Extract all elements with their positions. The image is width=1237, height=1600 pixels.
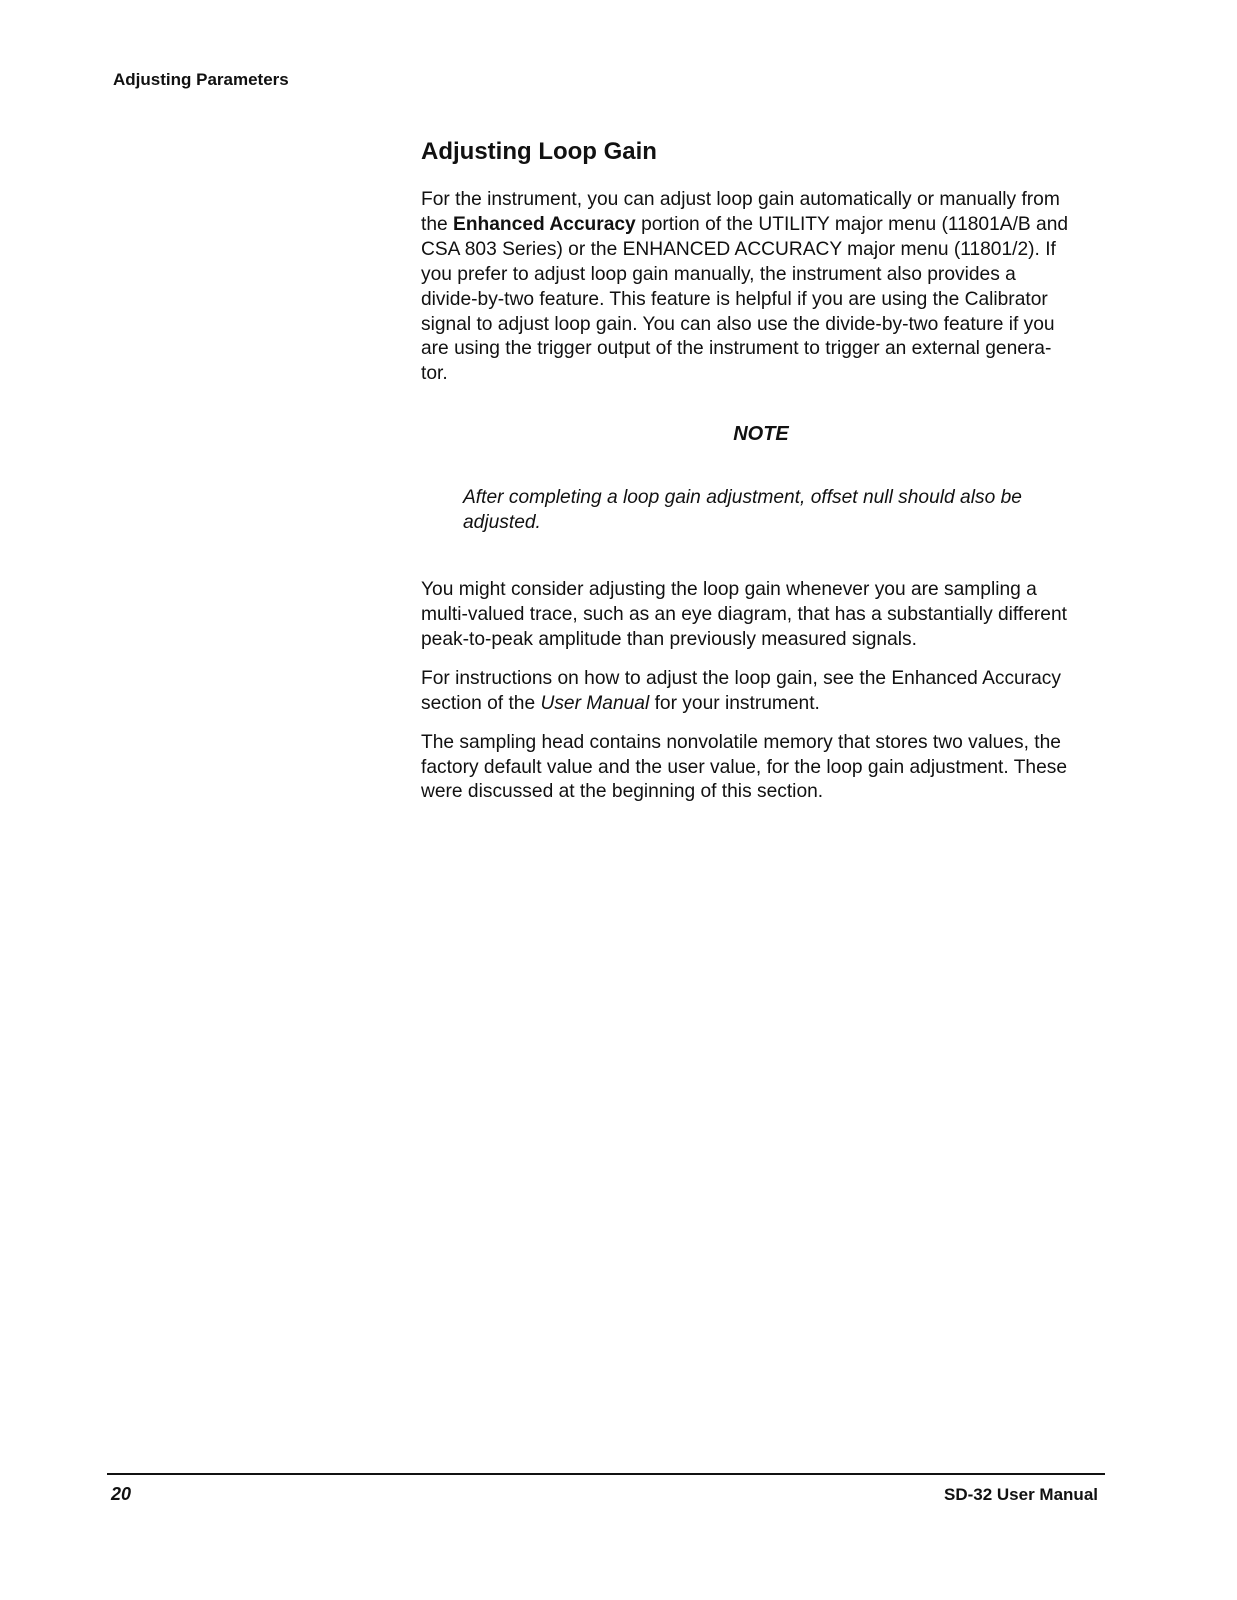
text-run: the [421,213,454,235]
user-manual-reference: User Manual [540,692,650,714]
running-header: Adjusting Parameters [113,70,289,89]
text-run: for your instrument. [649,692,820,714]
text-run: section of the [421,692,541,714]
loop-gain-paragraph [421,578,1101,653]
note-body [463,486,1101,536]
text-line: divide-by-two feature. This feature is helpful if you are using the Calibrator [421,288,1048,310]
text-line: adjusted. [463,512,541,534]
text-line: were discussed at the beginning of this section. [421,781,824,803]
memory-paragraph [421,731,1101,806]
instructions-paragraph [421,667,1101,717]
intro-paragraph [421,188,1101,387]
text-line: For the instrument, you can adjust loop gain automatically or manually from [421,189,1060,210]
paragraph-spacer [421,653,1101,667]
text-line [421,213,1101,238]
text-line: factory default value and the user value, for the loop gain adjustment. These [421,756,1068,778]
text-line: You might consider adjusting the loop gain whenever you are sampling a [421,579,1037,601]
text-line [421,692,1101,717]
text-line: you prefer to adjust loop gain manually, the instrument also provides a [421,263,1016,285]
text-line: signal to adjust loop gain. You can also use the divide-by-two feature if you [421,313,1055,335]
menu-term-enhanced-accuracy: Enhanced Accuracy [453,213,636,235]
note-heading: NOTE [733,423,789,446]
text-line: CSA 803 Series) or the ENHANCED ACCURACY major menu (11801/2). If [421,238,1056,260]
page-number: 20 [111,1484,132,1504]
text-run: portion of the UTILITY major menu (11801A/B and [635,213,1069,235]
text-line: are using the trigger output of the instrument to trigger an external genera- [421,338,1052,360]
text-line: For instructions on how to adjust the loop gain, see the Enhanced Accuracy [421,667,1061,689]
manual-name: SD-32 User Manual [944,1485,1098,1504]
footer-rule [107,1473,1105,1475]
paragraph-spacer [421,717,1101,731]
text-line: tor. [421,363,448,385]
section-title: Adjusting Loop Gain [421,138,657,165]
text-line: multi-valued trace, such as an eye diagram, that has a substantially different [421,603,1067,625]
text-line: The sampling head contains nonvolatile memory that stores two values, the [421,731,1061,753]
text-line: After completing a loop gain adjustment, offset null should also be [463,487,1022,509]
text-line: peak-to-peak amplitude than previously measured signals. [421,628,917,650]
main-content [421,136,1101,805]
